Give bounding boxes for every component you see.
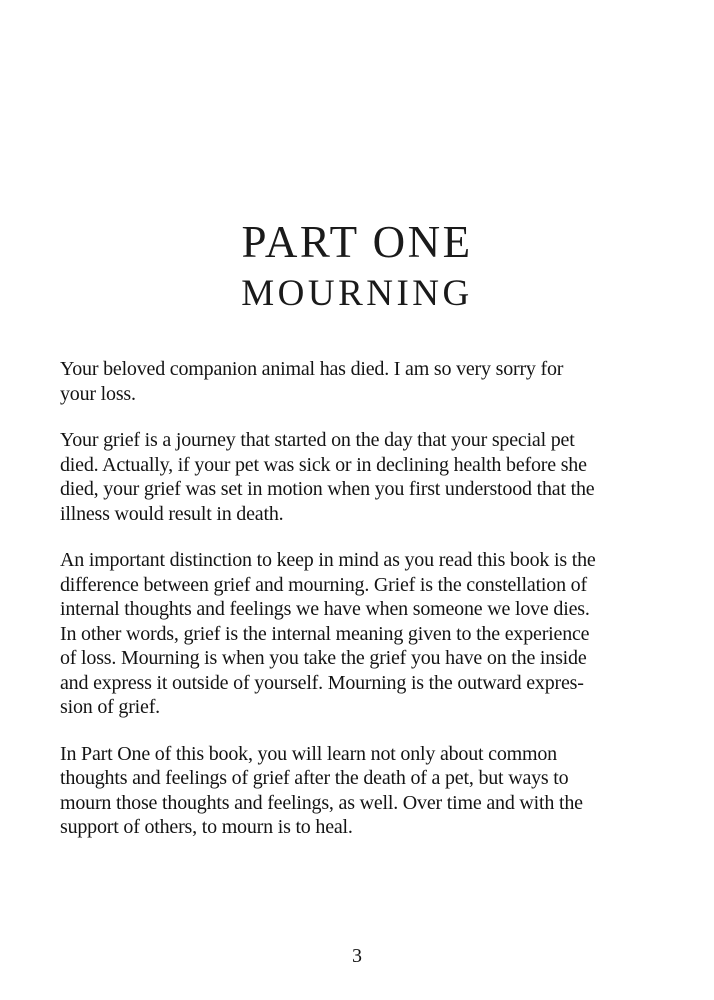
page-number: 3: [352, 945, 362, 967]
paragraph: Your beloved companion animal has died. I am so very sorry for your loss.: [60, 358, 564, 405]
chapter-heading: [0, 217, 714, 314]
body-text: [60, 357, 664, 862]
chapter-title: MOURNING: [241, 273, 473, 314]
paragraph: In Part One of this book, you will learn not only about common thoughts and feelings of grief after the death of a pet, but ways to mourn those thoughts and feelings, as well. Over time and with the support of others, to mourn is to heal.: [60, 742, 583, 838]
paragraph: An important distinction to keep in mind as you read this book is the difference between grief and mourning. Grief is the constellation of internal thoughts and feelings we have when someone we love dies. In other words, grief is the internal meaning given to the experience of loss. Mourning is when you take the grief you have on the inside and express it outside of yourself. Mourning is the outward expres- sion of grief.: [60, 549, 596, 718]
part-title: PART ONE: [241, 217, 473, 267]
paragraph: Your grief is a journey that started on the day that your special pet died. Actually, if your pet was sick or in declining health before she died, your grief was set in motion when you first understood that the illness would result in death.: [60, 429, 595, 525]
